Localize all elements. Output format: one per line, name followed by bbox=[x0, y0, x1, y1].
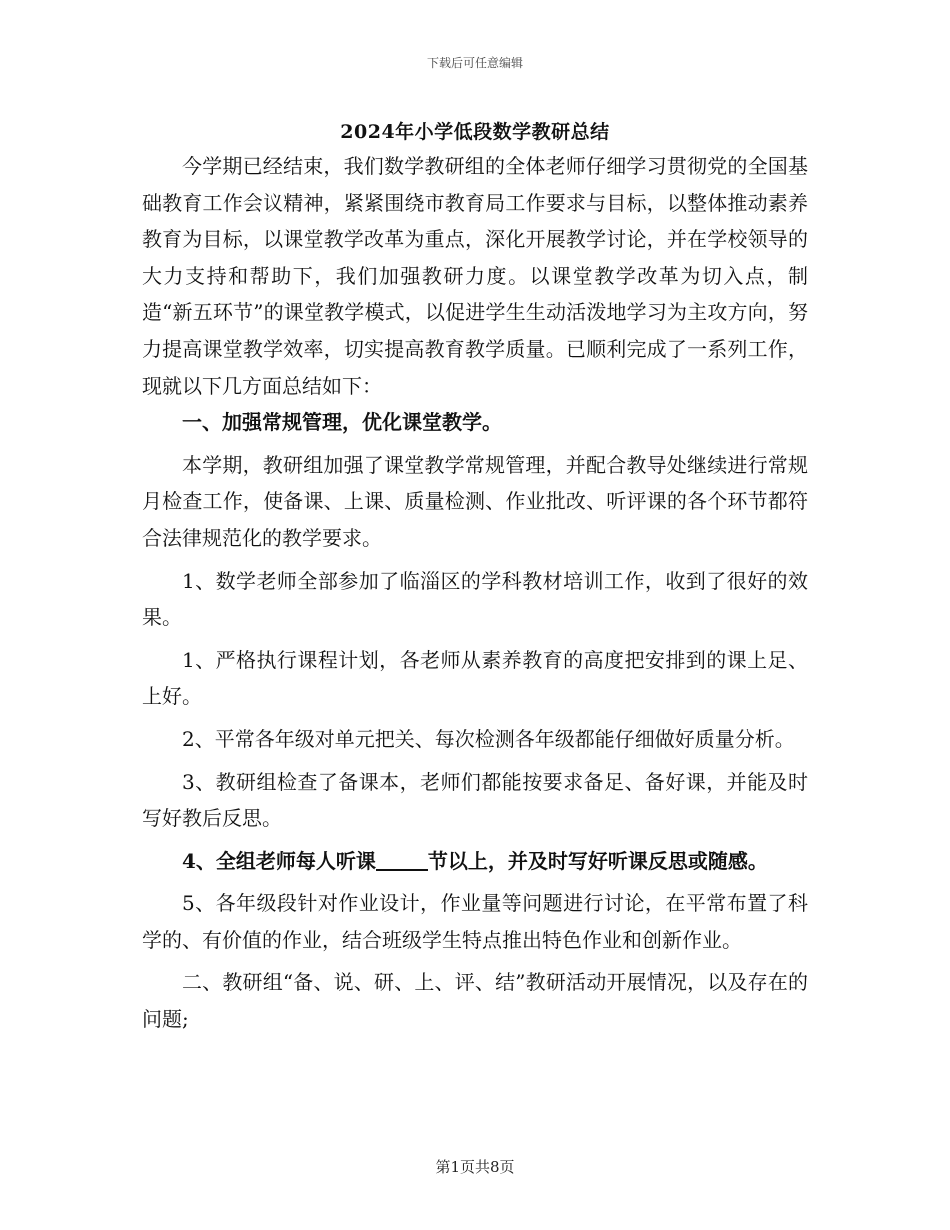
list-item-3: 3、教研组检查了备课本，老师们都能按要求备足、备好课，并能及时写好教后反思。 bbox=[142, 769, 808, 831]
list-item-5: 5、各年级段针对作业设计，作业量等问题进行讨论，在平常布置了科学的、有价值的作业，结合班级学生特点推出特色作业和创新作业。 bbox=[142, 891, 808, 952]
list-item-2: 2、平常各年级对单元把关、每次检测各年级都能仔细做好质量分析。 bbox=[182, 726, 795, 751]
document-title: 2024年小学低段数学教研总结 bbox=[340, 121, 610, 143]
section-1-paragraph: 本学期，教研组加强了课堂教学常规管理，并配合教导处继续进行常规月检查工作，使备课、上课、质量检测、作业批改、听评课的各个环节都符合法律规范化的教学要求。 bbox=[142, 452, 808, 550]
list-item-1b: 1、严格执行课程计划，各老师从素养教育的高度把安排到的课上足、上好。 bbox=[142, 647, 808, 709]
header-note: 下载后可任意编辑 bbox=[426, 56, 523, 70]
section-heading-1: 一、加强常规管理，优化课堂教学。 bbox=[182, 410, 502, 435]
section-heading-2: 二、教研组“备、说、研、上、评、结”教研活动开展情况，以及存在的问题; bbox=[142, 970, 808, 1032]
fill-in-blank bbox=[376, 849, 428, 871]
list-item-1a: 1、数学老师全部参加了临淄区的学科教材培训工作，收到了很好的效果。 bbox=[142, 568, 808, 630]
list-item-4-start: 4、全组老师每人听课 bbox=[182, 848, 376, 873]
list-item-4 bbox=[142, 843, 808, 880]
page-number-footer: 第1页共8页 bbox=[435, 1158, 515, 1176]
document-body bbox=[142, 148, 808, 1038]
intro-paragraph: 今学期已经结束，我们数学教研组的全体老师仔细学习贯彻党的全国基础教育工作会议精神，紧紧围绕市教育局工作要求与目标，以整体推动素养教育为目标，以课堂教学改革为重点，深化开展教学讨论，并在学校领导的大力支持和帮助下，我们加强教研力度。以课堂教学改革为切入点，制造“新五环节”的课堂教学模式，以促进学生生动活泼地学习为主攻方向，努力提高课堂教学效率，切实提高教育教学质量。已顺利完成了一系列工作，现就以下几方面总结如下： bbox=[142, 154, 808, 398]
list-item-4-end: 节以上，并及时写好听课反思或随感。 bbox=[427, 848, 768, 873]
